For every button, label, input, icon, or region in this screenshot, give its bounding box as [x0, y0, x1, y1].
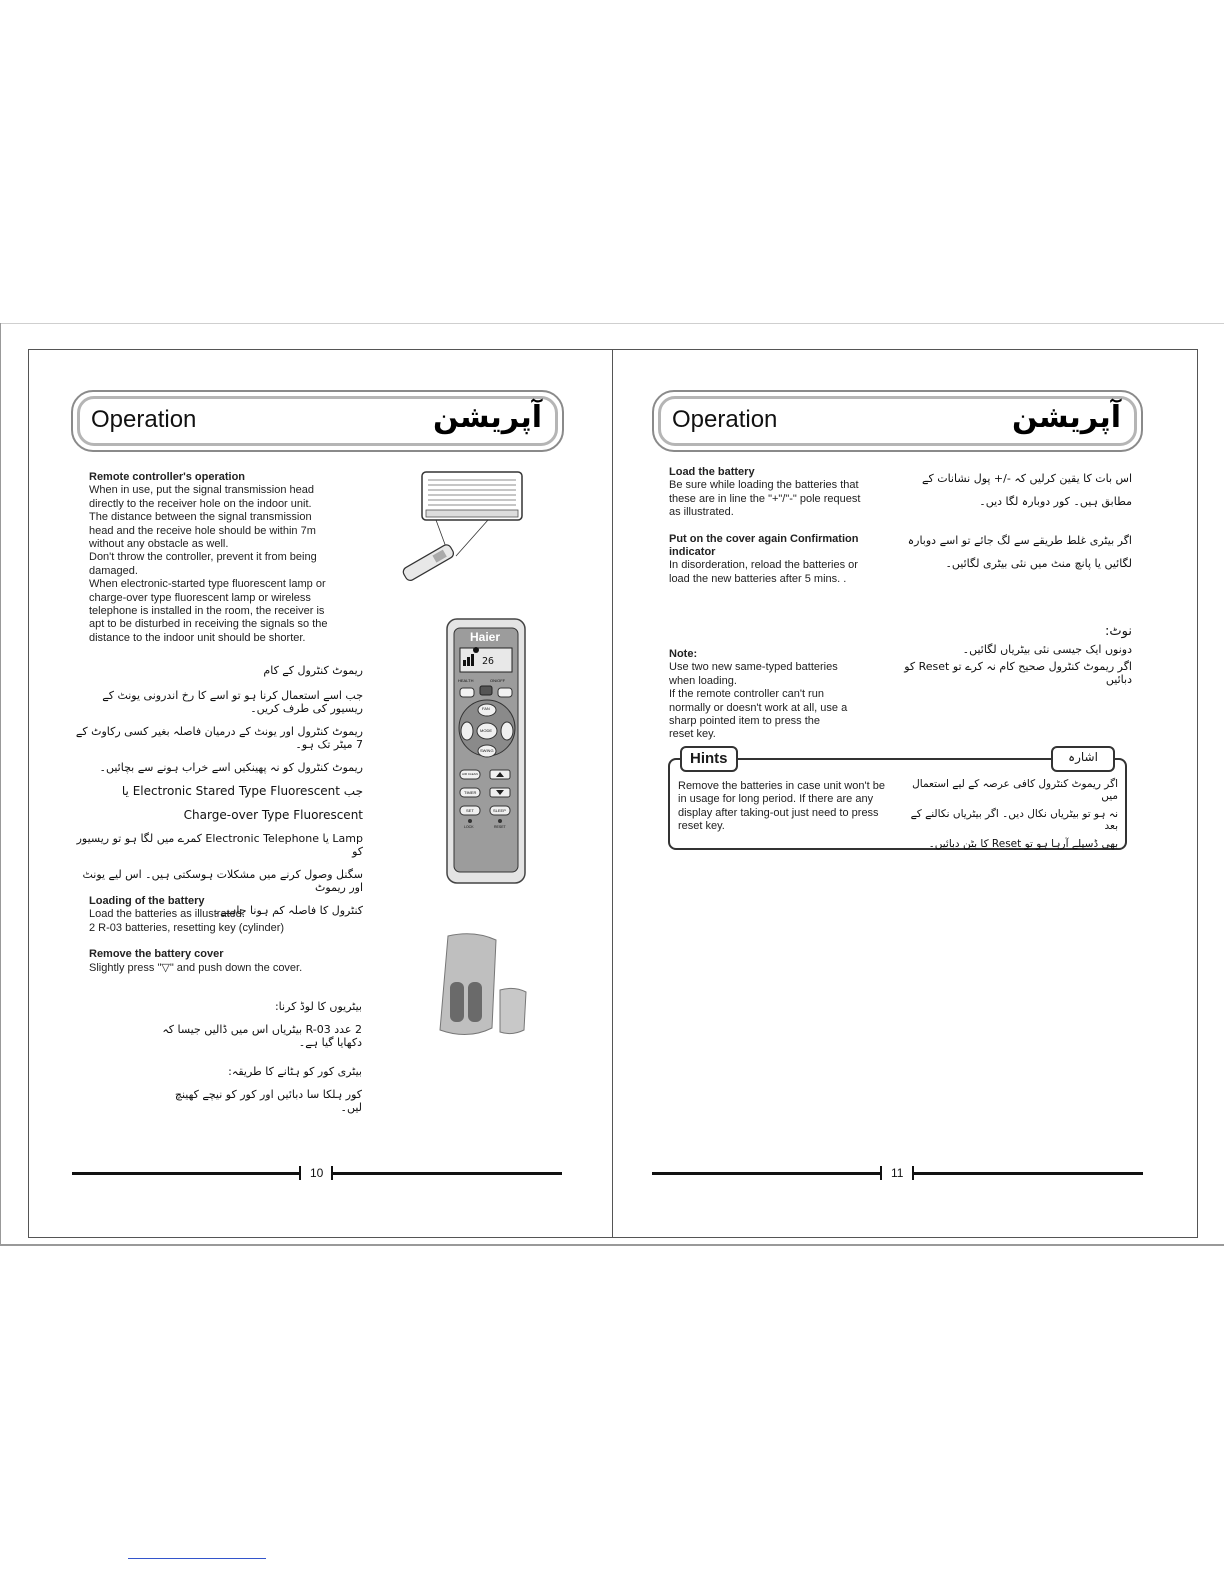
remote-brand-label: Haier [470, 630, 501, 644]
urdu-remote-line: Charge-over Type Fluorescent [183, 808, 363, 822]
left-footer-tick-a [299, 1166, 301, 1180]
right-footer-line-a [652, 1172, 880, 1175]
bottom-underline [128, 1558, 266, 1559]
hints-line: reset key. [678, 820, 725, 833]
note-text [669, 648, 879, 742]
right-page-number: 11 [891, 1166, 904, 1180]
cover-line: In disorderation, reload the batteries or [669, 559, 858, 572]
remote-operation-text [89, 471, 369, 645]
urdu-remote-line: کنٹرول کا فاصلہ کم ہونا چاہیے۔ [213, 904, 363, 917]
urdu-hints-line: اگر ریموٹ کنٹرول کافی عرصہ کے لیے استعمال میں [912, 778, 1118, 802]
load-battery-heading: Load the battery [669, 466, 755, 478]
urdu-load-line: اس بات کا یقین کرلیں کہ -/+ پول نشانات کے [922, 472, 1132, 485]
battery-cover-illustration [434, 932, 534, 1040]
remote-line: telephone is installed in the room, the receiver is [89, 605, 325, 618]
remote-operation-heading: Remote controller's operation [89, 471, 246, 483]
urdu-cover-line: اگر بیٹری غلط طریقے سے لگ جائے تو اسے دوبارہ [907, 534, 1132, 547]
urdu-remote-text [75, 664, 363, 927]
left-footer-line-b [333, 1172, 562, 1175]
remote-health-label: HEALTH [458, 678, 474, 683]
top-frame-line [0, 323, 1224, 324]
urdu-cover-line: لگائیں یا پانچ منٹ میں نئی بیٹری لگائیں۔ [945, 557, 1132, 570]
urdu-note-heading: نوٹ: [1105, 624, 1132, 639]
urdu-remote-line: جب Electronic Stared Type Fluorescent یا [121, 784, 363, 798]
right-footer-line-b [914, 1172, 1143, 1175]
remote-timer-button: TIMER [464, 790, 477, 795]
remote-line: apt to be disturbed in receiving the signals so the [89, 618, 328, 631]
loading-battery-heading: Loading of the battery [89, 895, 205, 907]
urdu-load-line: مطابق ہیں۔ کور دوبارہ لگا دیں۔ [979, 495, 1132, 508]
remote-display-temp: 26 [482, 656, 495, 667]
remote-onoff-label: ON/OFF [490, 678, 506, 683]
remote-line: Don't throw the controller, prevent it from being [89, 551, 317, 564]
loading-line: 2 R-03 batteries, resetting key (cylinder) [89, 921, 285, 934]
remove-cover-line: Slightly press "▽" and push down the cover. [89, 961, 303, 974]
urdu-note-line: دونوں ایک جیسی نئی بیٹریاں لگائیں۔ [962, 643, 1132, 656]
note-line: reset key. [669, 728, 716, 741]
remote-fan-button: FAN [482, 706, 490, 711]
bottom-frame-line [0, 1244, 1224, 1246]
urdu-battery-line: بیٹریوں کا لوڈ کرنا: [274, 1000, 362, 1013]
book-spine [612, 349, 613, 1238]
load-line: Be sure while loading the batteries that [669, 479, 859, 492]
remote-set-button: SET [466, 808, 474, 813]
remote-line: The distance between the signal transmission [89, 511, 312, 524]
urdu-remote-heading: ریموٹ کنٹرول کے کام [263, 664, 363, 677]
urdu-remote-line: Lamp یا Electronic Telephone کمرے میں لگا ہو تو ریسیور کو [76, 832, 363, 858]
urdu-battery-text [150, 1000, 362, 1124]
note-line: Use two new same-typed batteries [669, 661, 838, 674]
right-footer-tick-a [880, 1166, 882, 1180]
left-page-number: 10 [310, 1166, 324, 1180]
hints-box [668, 750, 1127, 850]
hints-line: in usage for long period. If there are any [678, 793, 874, 806]
hints-line: Remove the batteries in case unit won't be [678, 780, 885, 792]
note-line: sharp pointed item to press the [669, 715, 821, 728]
right-header-title-ur: آپریشن [1012, 400, 1121, 435]
urdu-hints-line: بھی ڈسپلے آرہا ہو تو Reset کا بٹن دبائیں۔ [928, 838, 1118, 850]
note-line: normally or doesn't work at all, use a [669, 701, 848, 714]
left-footer-line-a [72, 1172, 299, 1175]
left-header-title-ur: آپریشن [433, 400, 542, 435]
remote-line: head and the receive hole should be within 7m [89, 524, 316, 537]
urdu-hints-text [906, 778, 1118, 860]
remote-line: damaged. [89, 564, 138, 577]
load-battery-text [669, 466, 884, 586]
urdu-battery-line: 2 عدد R-03 بیٹریاں اس میں ڈالیں جیسا کہ دکھایا گیا ہے۔ [162, 1023, 362, 1049]
urdu-battery-line: کور ہلکا سا دبائیں اور کور کو نیچے کھینچ لیں۔ [174, 1088, 362, 1114]
remote-mode-button: MODE [480, 728, 492, 733]
remove-cover-heading: Remove the battery cover [89, 948, 224, 961]
urdu-note-text [900, 624, 1132, 696]
left-header [71, 390, 564, 452]
urdu-remote-line: سگنل وصول کرنے میں مشکلات ہوسکتی ہیں۔ اس لیے یونٹ اور ریموٹ [82, 868, 363, 894]
cover-line: load the new batteries after 5 mins. . [669, 572, 847, 585]
load-line: as illustrated. [669, 506, 734, 519]
remote-swing-button: SWING [480, 748, 494, 753]
remote-lock-label: LOCK [464, 825, 474, 829]
urdu-hints-line: نہ ہو تو بیٹریاں نکال دیں۔ اگر بیٹریاں نکالنے کے بعد [910, 808, 1118, 832]
left-header-title-en: Operation [91, 406, 197, 433]
remote-sleep-button: SLEEP [493, 808, 506, 813]
right-header [652, 390, 1143, 452]
remote-line: directly to the receiver hole on the indoor unit. [89, 497, 312, 510]
urdu-note-line: اگر ریموٹ کنٹرول صحیح کام نہ کرے تو Reset کو دبائیں [904, 660, 1132, 686]
hints-label-urdu: اشارہ [1051, 746, 1115, 772]
remote-line: When electronic-started type fluorescent lamp or [89, 578, 326, 591]
urdu-load-text [900, 472, 1132, 580]
urdu-remote-line: ریموٹ کنٹرول اور یونٹ کے درمیان فاصلہ بغیر کسی رکاوٹ کے 7 میٹر تک ہو۔ [75, 725, 363, 751]
urdu-battery-line: بیٹری کور کو ہٹانے کا طریقہ: [228, 1065, 362, 1078]
hints-line: display after taking-out just need to press [678, 806, 879, 819]
loading-line: Load the batteries as illustrated. [89, 908, 245, 921]
remote-air-clean-button: AIR CLEAN [462, 772, 478, 776]
loading-battery-text [89, 895, 389, 975]
remote-reset-label: RESET [494, 825, 506, 829]
hints-label: Hints [680, 746, 738, 772]
remote-line: without any obstacle as well. [89, 538, 229, 551]
load-line: these are in line the "+"/"-" pole request [669, 492, 861, 505]
urdu-remote-line: جب اسے استعمال کرنا ہو تو اسے کا رخ اندرونی یونٹ کے ریسیور کی طرف کریں۔ [102, 689, 363, 715]
right-header-title-en: Operation [672, 406, 778, 433]
hints-text [678, 780, 908, 834]
left-frame-line [0, 323, 1, 1245]
ac-unit-illustration [398, 468, 528, 586]
remote-line: charge-over type fluorescent lamp or wireless [89, 591, 311, 604]
urdu-remote-line: ریموٹ کنٹرول کو نہ پھینکیں اسے خراب ہونے سے بچائیں۔ [99, 761, 363, 774]
remote-controller-illustration [446, 618, 526, 884]
cover-heading: Put on the cover again Confirmation indicator [669, 532, 859, 559]
note-heading: Note: [669, 648, 698, 660]
note-line: when loading. [669, 674, 737, 687]
remote-line: When in use, put the signal transmission head [89, 484, 315, 497]
note-line: If the remote controller can't run [669, 688, 824, 701]
remote-line: distance to the indoor unit should be shorter. [89, 631, 306, 644]
